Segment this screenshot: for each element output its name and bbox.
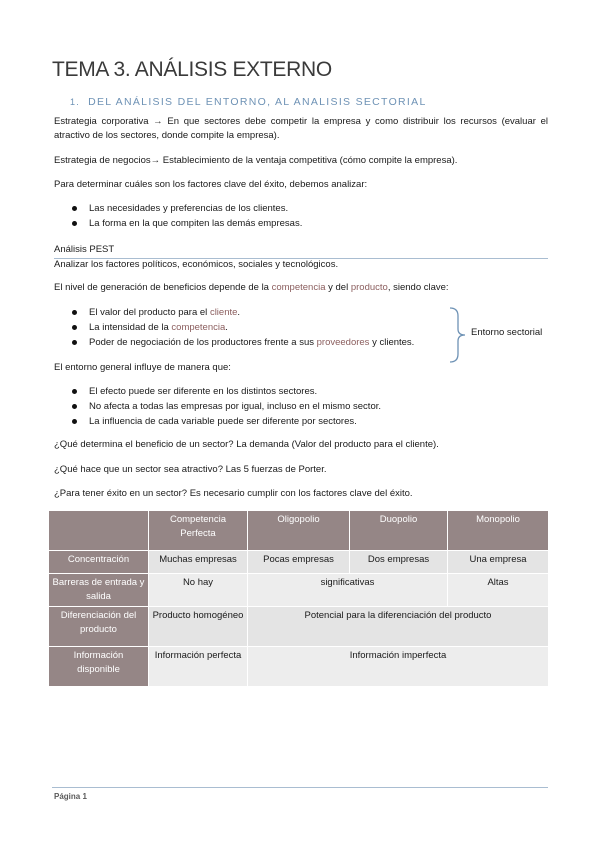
section-number: 1. — [70, 97, 81, 107]
table-cell: Una empresa — [448, 551, 549, 574]
page-title: TEMA 3. ANÁLISIS EXTERNO — [52, 58, 332, 81]
question-beneficio: ¿Qué determina el beneficio de un sector? La demanda (Valor del producto para el cliente). — [54, 439, 439, 450]
list-item: La influencia de cada variable puede ser diferente por sectores. — [54, 414, 381, 429]
clave-text: . — [225, 322, 228, 333]
curly-brace-icon — [448, 306, 468, 364]
clave-text: El valor del producto para el — [89, 307, 210, 318]
table-cell: Potencial para la diferenciación del producto — [248, 607, 549, 647]
list-item — [54, 335, 414, 350]
table-cell: Producto homogéneo — [149, 607, 248, 647]
table-cell: Muchas empresas — [149, 551, 248, 574]
question-exito: ¿Para tener éxito en un sector? Es necesario cumplir con los factores clave del éxito. — [54, 488, 413, 499]
factores-list — [54, 201, 302, 231]
table-cell: Información perfecta — [149, 647, 248, 687]
table-cell: Pocas empresas — [248, 551, 350, 574]
list-item — [54, 320, 414, 335]
claves-list — [54, 305, 414, 350]
pest-heading: Análisis PEST — [54, 243, 548, 259]
highlight-producto: producto — [350, 282, 388, 293]
question-atractivo: ¿Qué hace que un sector sea atractivo? Las 5 fuerzas de Porter. — [54, 464, 327, 475]
table-header-cell — [49, 511, 149, 551]
table-cell: Información imperfecta — [248, 647, 549, 687]
clave-highlight: competencia — [171, 322, 226, 333]
row-header: Barreras de entrada y salida — [49, 574, 149, 607]
table-row — [49, 551, 549, 574]
footer-divider — [52, 787, 548, 788]
clave-highlight: proveedores — [316, 337, 370, 348]
list-item: Las necesidades y preferencias de los clientes. — [54, 201, 302, 216]
table-header-cell: Competencia Perfecta — [149, 511, 248, 551]
table-cell: Altas — [448, 574, 549, 607]
highlight-competencia: competencia — [271, 282, 326, 293]
table-header-cell: Oligopolio — [248, 511, 350, 551]
list-item: El efecto puede ser diferente en los distintos sectores. — [54, 384, 381, 399]
list-item — [54, 305, 414, 320]
clave-text: y clientes. — [369, 337, 415, 348]
table-cell: No hay — [149, 574, 248, 607]
entorno-list — [54, 384, 381, 429]
clave-text: . — [237, 307, 241, 318]
section-title: DEL ANÁLISIS DEL ENTORNO, AL ANALISIS SECTORIAL — [88, 96, 427, 108]
row-header: Información disponible — [49, 647, 149, 687]
nivel-pre: El nivel de generación de beneficios depende de la — [54, 282, 272, 293]
table-cell: significativas — [248, 574, 448, 607]
clave-text: La intensidad de la — [89, 322, 172, 333]
section-heading — [70, 96, 427, 108]
paragraph-entorno-general: El entorno general influye de manera que: — [54, 362, 231, 373]
row-header: Diferenciación del producto — [49, 607, 149, 647]
paragraph-nivel-beneficios — [54, 281, 548, 295]
table-header-cell: Duopolio — [350, 511, 448, 551]
paragraph-estrategia-corporativa: Estrategia corporativa → En que sectores debe competir la empresa y como distribuir los recursos (evaluar el atractivo de los sectores, donde compite la empresa). — [54, 116, 548, 141]
table-row — [49, 574, 549, 607]
paragraph-estrategia-negocios: Estrategia de negocios→ Establecimiento de la ventaja competitiva (cómo compite la empresa). — [54, 155, 458, 166]
clave-text: Poder de negociación de los productores frente a sus — [89, 337, 317, 348]
table-row — [49, 647, 549, 687]
entorno-sectorial-label: Entorno sectorial — [471, 327, 543, 338]
page-number: Página 1 — [54, 792, 87, 801]
nivel-post: , siendo clave: — [387, 282, 449, 293]
table-header-cell: Monopolio — [448, 511, 549, 551]
table-cell: Dos empresas — [350, 551, 448, 574]
pest-text: Analizar los factores políticos, económicos, sociales y tecnológicos. — [54, 259, 339, 270]
table-row — [49, 607, 549, 647]
clave-highlight: cliente — [209, 307, 238, 318]
paragraph-factores-clave: Para determinar cuáles son los factores clave del éxito, debemos analizar: — [54, 179, 368, 190]
nivel-mid: y del — [325, 282, 351, 293]
table-header-row — [49, 511, 549, 551]
list-item: La forma en la que compiten las demás empresas. — [54, 216, 302, 231]
market-structures-table — [48, 510, 549, 687]
row-header: Concentración — [49, 551, 149, 574]
list-item: No afecta a todas las empresas por igual, incluso en el mismo sector. — [54, 399, 381, 414]
